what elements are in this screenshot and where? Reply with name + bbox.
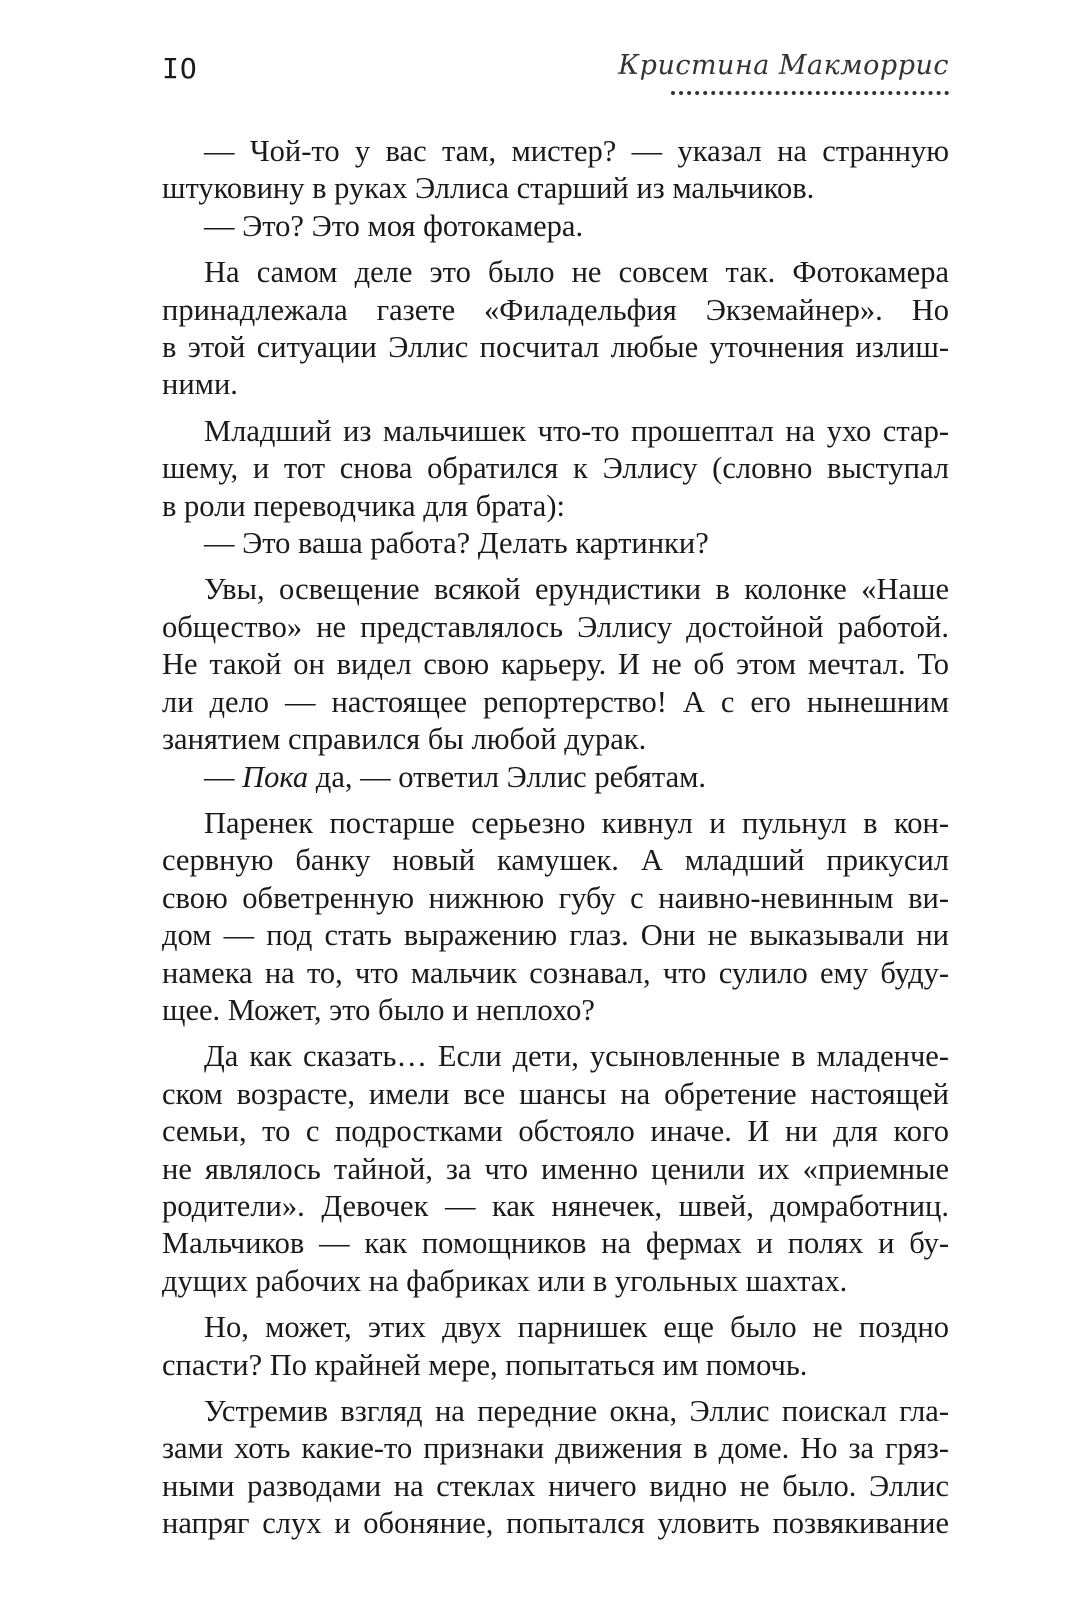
- paragraph: [162, 254, 949, 404]
- text-line: в этой ситуации Эллис посчитал любые уточнения излиш-: [162, 330, 949, 365]
- page-header: [162, 44, 949, 96]
- text-line: На самом деле это было не совсем так. Фотокамера: [204, 255, 949, 290]
- text-line: дом — под стать выражению глаз. Они не выказывали ни: [162, 918, 949, 953]
- text-line: Мальчиков — как помощников на фермах и полях и бу-: [162, 1226, 949, 1261]
- text-line: ными разводами на стеклах ничего видно не было. Эллис: [162, 1468, 949, 1503]
- text-line: ними.: [162, 367, 238, 402]
- paragraph: [162, 208, 949, 245]
- text-line: Не такой он видел свою карьеру. И не об этом мечтал. То: [162, 647, 949, 682]
- text-line: [162, 759, 949, 796]
- text-line: Но, может, этих двух парнишек еще было не поздно: [204, 1310, 949, 1345]
- text-line: Устремив взгляд на передние окна, Эллис поискал гла-: [204, 1394, 949, 1428]
- paragraph: [162, 413, 949, 525]
- paragraph: [162, 133, 949, 208]
- text-line: занятием справился бы любой дурак.: [162, 722, 647, 757]
- text-segment: да, — ответил Эллис ребятам.: [308, 759, 707, 794]
- text-segment: —: [204, 759, 243, 794]
- text-line: свою обветренную нижнюю губу с наивно-невинным ви-: [162, 880, 949, 915]
- text-line: Младший из мальчишек что-то прошептал на ухо стар-: [204, 413, 949, 448]
- dotted-rule-divider: [671, 91, 949, 95]
- paragraph: [162, 805, 949, 1029]
- text-line: семьи, то с подростками обстояло иначе. И ни для кого: [162, 1114, 949, 1149]
- text-line: намека на то, что мальчик сознавал, что сулило ему буду-: [162, 955, 949, 990]
- paragraph: [162, 1393, 949, 1543]
- text-line: шему, и тот снова обратился к Эллису (словно выступал: [162, 451, 949, 486]
- running-head-author: Кристина Макморрис: [618, 50, 949, 81]
- text-line: Паренек постарше серьезно кивнул и пульнул в кон-: [204, 805, 949, 840]
- text-line: общество» не представлялось Эллису достойной работой.: [162, 609, 949, 644]
- text-line: родители». Девочек — как нянечек, швей, домработниц.: [162, 1188, 949, 1223]
- text-line: не являлось тайной, за что именно ценили их «приемные: [162, 1151, 949, 1186]
- text-line: напряг слух и обоняние, попытался уловить позвякивание: [162, 1506, 949, 1541]
- page-number: IO: [162, 52, 198, 85]
- text-line: Увы, освещение всякой ерундистики в колонке «Наше: [204, 572, 949, 607]
- text-line: в роли переводчика для брата):: [162, 488, 565, 523]
- text-line: ском возрасте, имели все шансы на обретение настоящей: [162, 1076, 949, 1111]
- text-line: принадлежала газете «Филадельфия Экземайнер». Но: [162, 292, 949, 327]
- text-line: щее. Может, это было и неплохо?: [162, 992, 595, 1027]
- text-line: сервную банку новый камушек. А младший прикусил: [162, 843, 949, 878]
- text-line: штуковину в руках Эллиса старший из мальчиков.: [162, 171, 815, 206]
- text-line: — Чой-то у вас там, мистер? — указал на странную: [204, 134, 949, 168]
- paragraph: [162, 1309, 949, 1384]
- text-line: зами хоть какие-то признаки движения в доме. Но за гряз-: [162, 1431, 949, 1466]
- paragraph: [162, 759, 949, 796]
- text-line: — Это? Это моя фотокамера.: [204, 208, 584, 243]
- text-line: Да как сказать… Если дети, усыновленные в младенче-: [204, 1039, 949, 1074]
- text-line: дущих рабочих на фабриках или в угольных шахтах.: [162, 1263, 848, 1298]
- text-line: ли дело — настоящее репортерство! А с его нынешним: [162, 684, 949, 719]
- body-text: [162, 133, 949, 1543]
- text-line: — Это ваша работа? Делать картинки?: [204, 526, 709, 561]
- text-line: спасти? По крайней мере, попытаться им помочь.: [162, 1347, 808, 1382]
- paragraph: [162, 1038, 949, 1300]
- paragraph: [162, 571, 949, 758]
- emphasized-word: Пока: [242, 759, 309, 794]
- paragraph: [162, 525, 949, 562]
